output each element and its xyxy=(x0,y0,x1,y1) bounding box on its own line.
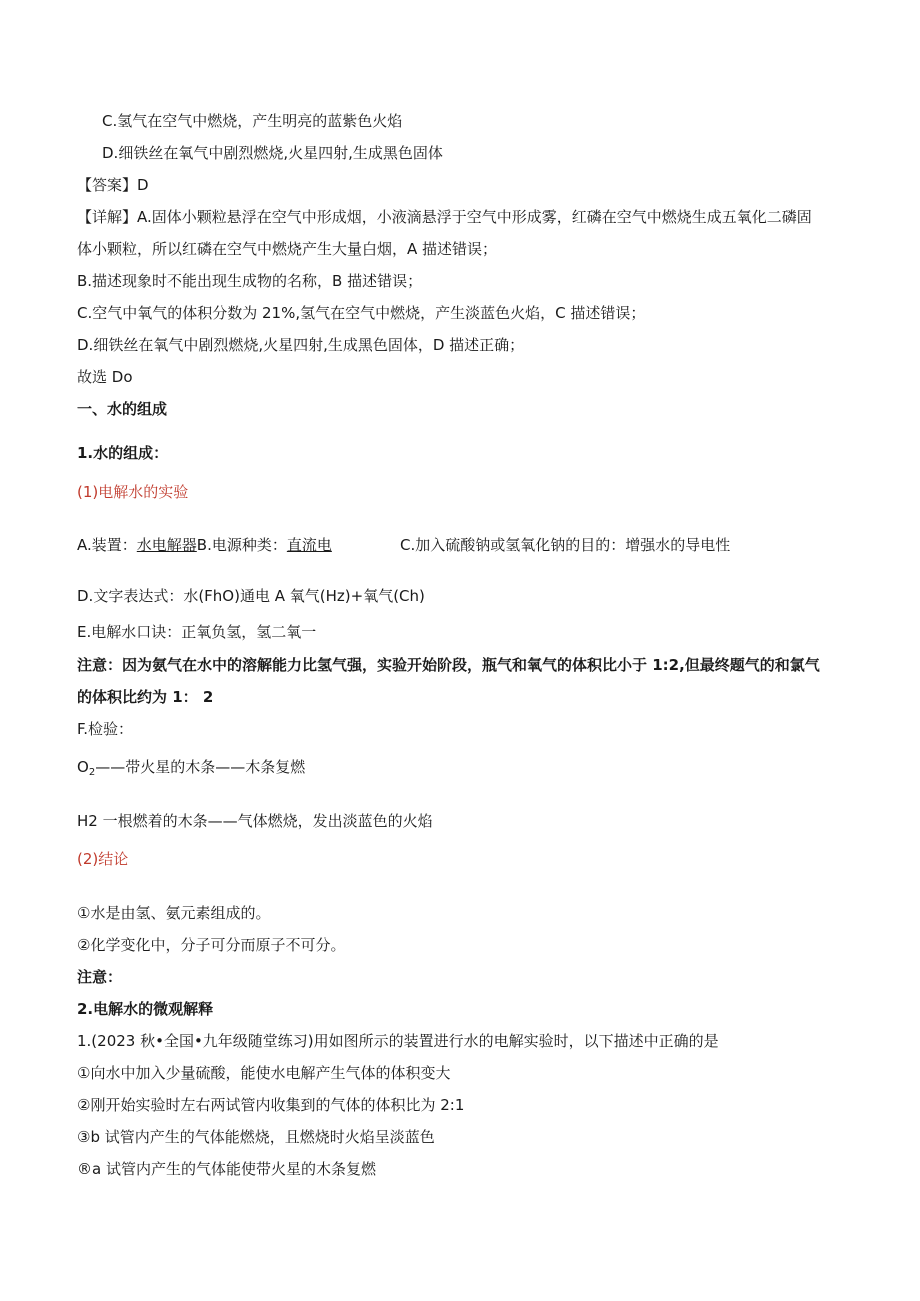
experiment-title: (1)电解水的实验 xyxy=(77,483,189,501)
device-line xyxy=(77,535,332,555)
o2-test-text: ——带火星的木条——木条复燃 xyxy=(95,758,306,776)
choose-text: 故选 Do xyxy=(77,368,133,386)
option-d-text: D.细铁丝在氧气中剧烈燃烧,火星四射,生成黑色固体 xyxy=(102,144,443,162)
expression-text: D.文字表达式：水(FhO)通电 A 氧气(Hz)+氧气(Ch) xyxy=(77,587,425,605)
conclusion-2: ②化学变化中，分子可分而原子不可分。 xyxy=(77,936,346,954)
mnemonic-text: E.电解水口诀：正氧负氢，氢二氧一 xyxy=(77,623,317,641)
conclusion-1: ①水是由氢、氨元素组成的。 xyxy=(77,904,271,922)
o2-test-line xyxy=(77,757,305,783)
detail-line-2: 体小颗粒，所以红磷在空气中燃烧产生大量白烟，A 描述错误； xyxy=(77,240,498,258)
power-label: B.电源种类： xyxy=(196,536,287,554)
h2-test-text: H2 一根燃着的木条——气体燃烧，发出淡蓝色的火焰 xyxy=(77,812,433,830)
power-value: 直流电 xyxy=(286,536,332,554)
question-1-statement-3: ③b 试管内产生的气体能燃烧，且燃烧时火焰呈淡蓝色 xyxy=(77,1128,435,1146)
answer-text: 【答案】D xyxy=(77,176,149,194)
o2-symbol: O xyxy=(77,758,89,776)
subsection-1-title: 1.水的组成： xyxy=(77,444,169,462)
detail-line-4: C.空气中氧气的体积分数为 21%,氢气在空气中燃烧，产生淡蓝色火焰，C 描述错误； xyxy=(77,304,646,322)
o2-subscript: 2 xyxy=(88,767,96,778)
note-line-2: 的体积比约为 1： 2 xyxy=(77,688,214,706)
device-value: 水电解器 xyxy=(136,536,197,554)
question-1-stem: 1.(2023 秋•全国•九年级随堂练习)用如图所示的装置进行水的电解实验时，以下描述中正确的是 xyxy=(77,1032,719,1050)
detail-line-3: B.描述现象时不能出现生成物的名称，B 描述错误； xyxy=(77,272,423,290)
option-c-text: C.氢气在空气中燃烧，产生明亮的蓝紫色火焰 xyxy=(102,112,403,130)
note-label: 注意： xyxy=(77,968,123,986)
question-1-statement-1: ①向水中加入少量硫酸，能使水电解产生气体的体积变大 xyxy=(77,1064,451,1082)
conclusion-title: (2)结论 xyxy=(77,850,129,868)
device-label: A.装置： xyxy=(77,536,137,554)
detail-line-1: 【详解】A.固体小颗粒悬浮在空气中形成烟，小液滴悬浮于空气中形成雾，红磷在空气中燃烧生成五氧化二磷固 xyxy=(77,208,812,226)
purpose-text: C.加入硫酸钠或氢氧化钠的目的：增强水的导电性 xyxy=(400,536,731,554)
test-label: F.检验： xyxy=(77,720,133,738)
question-1-statement-2: ②刚开始实验时左右两试管内收集到的气体的体积比为 2:1 xyxy=(77,1096,465,1114)
section-heading: 一、水的组成 xyxy=(77,400,168,418)
detail-line-5: D.细铁丝在氧气中剧烈燃烧,火星四射,生成黑色固体，D 描述正确； xyxy=(77,336,525,354)
question-1-statement-4: ®a 试管内产生的气体能使带火星的木条复燃 xyxy=(77,1160,376,1178)
note-line-1: 注意：因为氨气在水中的溶解能力比氢气强，实验开始阶段，瓶气和氧气的体积比小于 1:2,但最终题气的和氯气 xyxy=(77,656,820,674)
subsection-2-title: 2.电解水的微观解释 xyxy=(77,1000,214,1018)
